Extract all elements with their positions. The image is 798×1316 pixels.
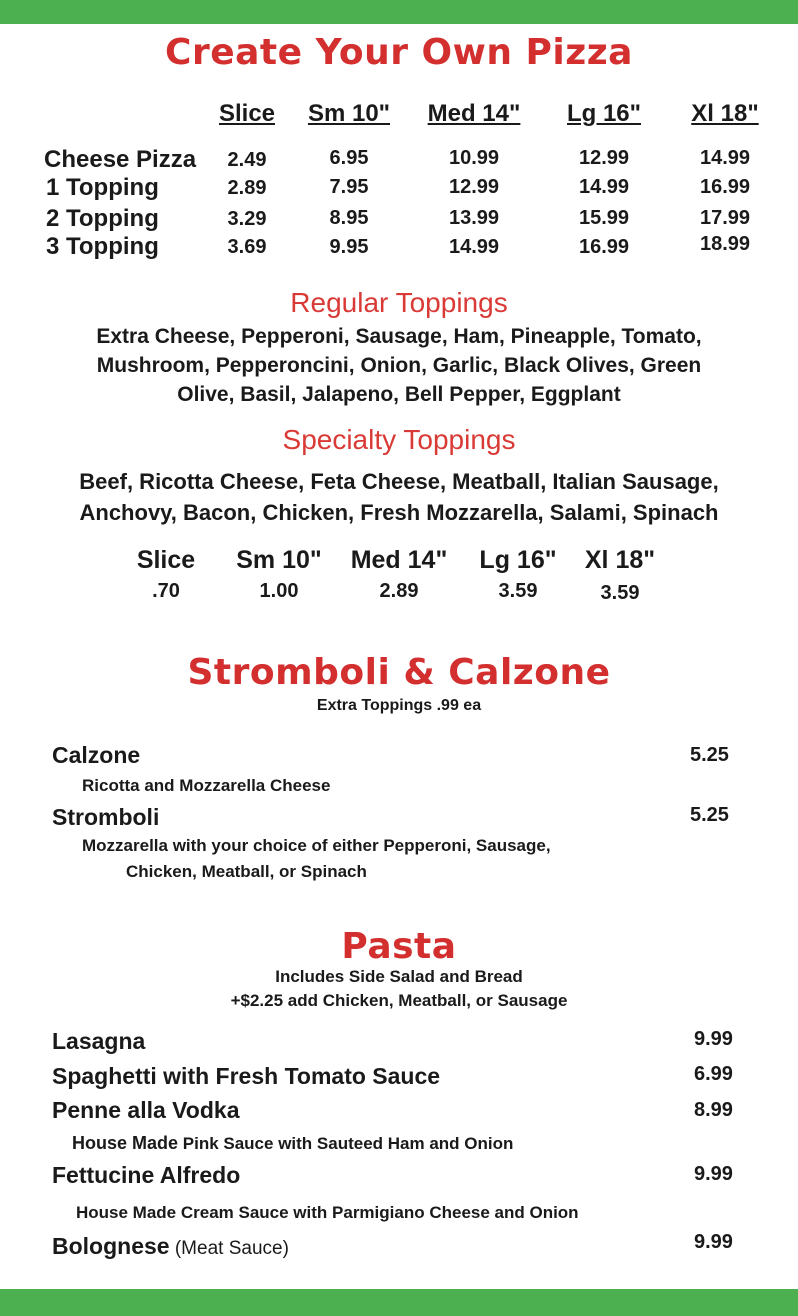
price-cell: 16.99 xyxy=(578,236,630,258)
pizza-title: Create Your Own Pizza xyxy=(165,32,633,73)
price-cell: 17.99 xyxy=(699,207,751,229)
specialty-size-xl: Xl 18" xyxy=(584,546,656,574)
menu-item-name: Stromboli xyxy=(52,804,160,830)
price-cell: 13.99 xyxy=(448,207,500,229)
specialty-size-sm: Sm 10" xyxy=(236,546,322,574)
specialty-price: 1.00 xyxy=(259,580,299,602)
size-header-med: Med 14" xyxy=(427,100,521,127)
regular-toppings-line: Olive, Basil, Jalapeno, Bell Pepper, Eggplant xyxy=(177,383,621,406)
stromboli-title: Stromboli & Calzone xyxy=(187,652,611,693)
menu-item-price: 5.25 xyxy=(690,744,729,766)
menu-item-price: 6.99 xyxy=(694,1063,733,1085)
item-name-main: Bolognese xyxy=(52,1233,170,1259)
price-cell: 14.99 xyxy=(699,147,751,169)
price-cell: 14.99 xyxy=(578,176,630,198)
desc-rest: Pink Sauce with Sauteed Ham and Onion xyxy=(178,1134,514,1153)
regular-toppings-line: Extra Cheese, Pepperoni, Sausage, Ham, Pineapple, Tomato, xyxy=(96,325,702,348)
price-cell: 18.99 xyxy=(699,233,751,255)
desc-emphasis: House Made xyxy=(72,1133,179,1153)
menu-item-price: 5.25 xyxy=(690,804,729,826)
regular-toppings-line: Mushroom, Pepperoncini, Onion, Garlic, Black Olives, Green xyxy=(96,354,702,377)
row-label: Cheese Pizza xyxy=(44,146,197,173)
menu-item-name: Spaghetti with Fresh Tomato Sauce xyxy=(52,1063,441,1089)
specialty-size-slice: Slice xyxy=(136,546,196,574)
menu-item-desc xyxy=(72,1133,513,1154)
row-label: 3 Topping xyxy=(46,233,159,260)
price-cell: 2.49 xyxy=(227,149,267,171)
specialty-price: .70 xyxy=(152,580,180,602)
specialty-toppings-line: Beef, Ricotta Cheese, Feta Cheese, Meatball, Italian Sausage, xyxy=(79,469,719,494)
price-cell: 3.29 xyxy=(227,208,267,230)
specialty-price: 3.59 xyxy=(600,582,640,604)
item-name-suffix: (Meat Sauce) xyxy=(169,1238,289,1259)
menu-item-desc: Chicken, Meatball, or Spinach xyxy=(126,862,367,881)
price-cell: 10.99 xyxy=(448,147,500,169)
menu-item-desc: Mozzarella with your choice of either Pepperoni, Sausage, xyxy=(82,836,551,855)
price-cell: 2.89 xyxy=(227,177,267,199)
price-cell: 9.95 xyxy=(329,236,369,258)
size-header-sm: Sm 10" xyxy=(307,100,391,127)
size-header-lg: Lg 16" xyxy=(566,100,642,127)
pasta-note: Includes Side Salad and Bread xyxy=(275,967,523,986)
menu-item-price: 9.99 xyxy=(694,1028,733,1050)
menu-item-desc: House Made Cream Sauce with Parmigiano Cheese and Onion xyxy=(76,1203,579,1222)
menu-item-price: 9.99 xyxy=(694,1163,733,1185)
regular-toppings-title: Regular Toppings xyxy=(290,287,508,318)
specialty-size-lg: Lg 16" xyxy=(479,546,557,574)
price-cell: 14.99 xyxy=(448,236,500,258)
price-cell: 8.95 xyxy=(329,207,369,229)
specialty-toppings-title: Specialty Toppings xyxy=(282,424,516,455)
menu-item-name: Penne alla Vodka xyxy=(52,1097,240,1123)
menu-item-price: 8.99 xyxy=(694,1099,733,1121)
price-cell: 7.95 xyxy=(329,176,369,198)
menu-item-desc: Ricotta and Mozzarella Cheese xyxy=(82,776,331,795)
row-label: 1 Topping xyxy=(46,174,159,201)
price-cell: 12.99 xyxy=(578,147,630,169)
specialty-size-med: Med 14" xyxy=(350,546,448,574)
price-cell: 12.99 xyxy=(448,176,500,198)
pasta-title: Pasta xyxy=(341,926,457,967)
specialty-toppings-line: Anchovy, Bacon, Chicken, Fresh Mozzarella, Salami, Spinach xyxy=(79,500,719,525)
pasta-note: +$2.25 add Chicken, Meatball, or Sausage xyxy=(230,991,568,1010)
size-header-slice: Slice xyxy=(218,100,276,127)
specialty-price: 2.89 xyxy=(379,580,419,602)
menu-item-name: Lasagna xyxy=(52,1028,146,1054)
bottom-green-bar xyxy=(0,1289,798,1316)
specialty-price: 3.59 xyxy=(498,580,538,602)
menu-item-name: Fettucine Alfredo xyxy=(52,1162,241,1188)
menu-item-name xyxy=(52,1233,289,1260)
price-cell: 3.69 xyxy=(227,236,267,258)
row-label: 2 Topping xyxy=(46,205,159,232)
price-cell: 16.99 xyxy=(699,176,751,198)
price-cell: 15.99 xyxy=(578,207,630,229)
price-cell: 6.95 xyxy=(329,147,369,169)
top-green-bar xyxy=(0,0,798,24)
size-header-xl: Xl 18" xyxy=(691,100,759,127)
menu-item-name: Calzone xyxy=(52,742,141,768)
extra-toppings-note: Extra Toppings .99 ea xyxy=(316,697,482,714)
menu-item-price: 9.99 xyxy=(694,1231,733,1253)
